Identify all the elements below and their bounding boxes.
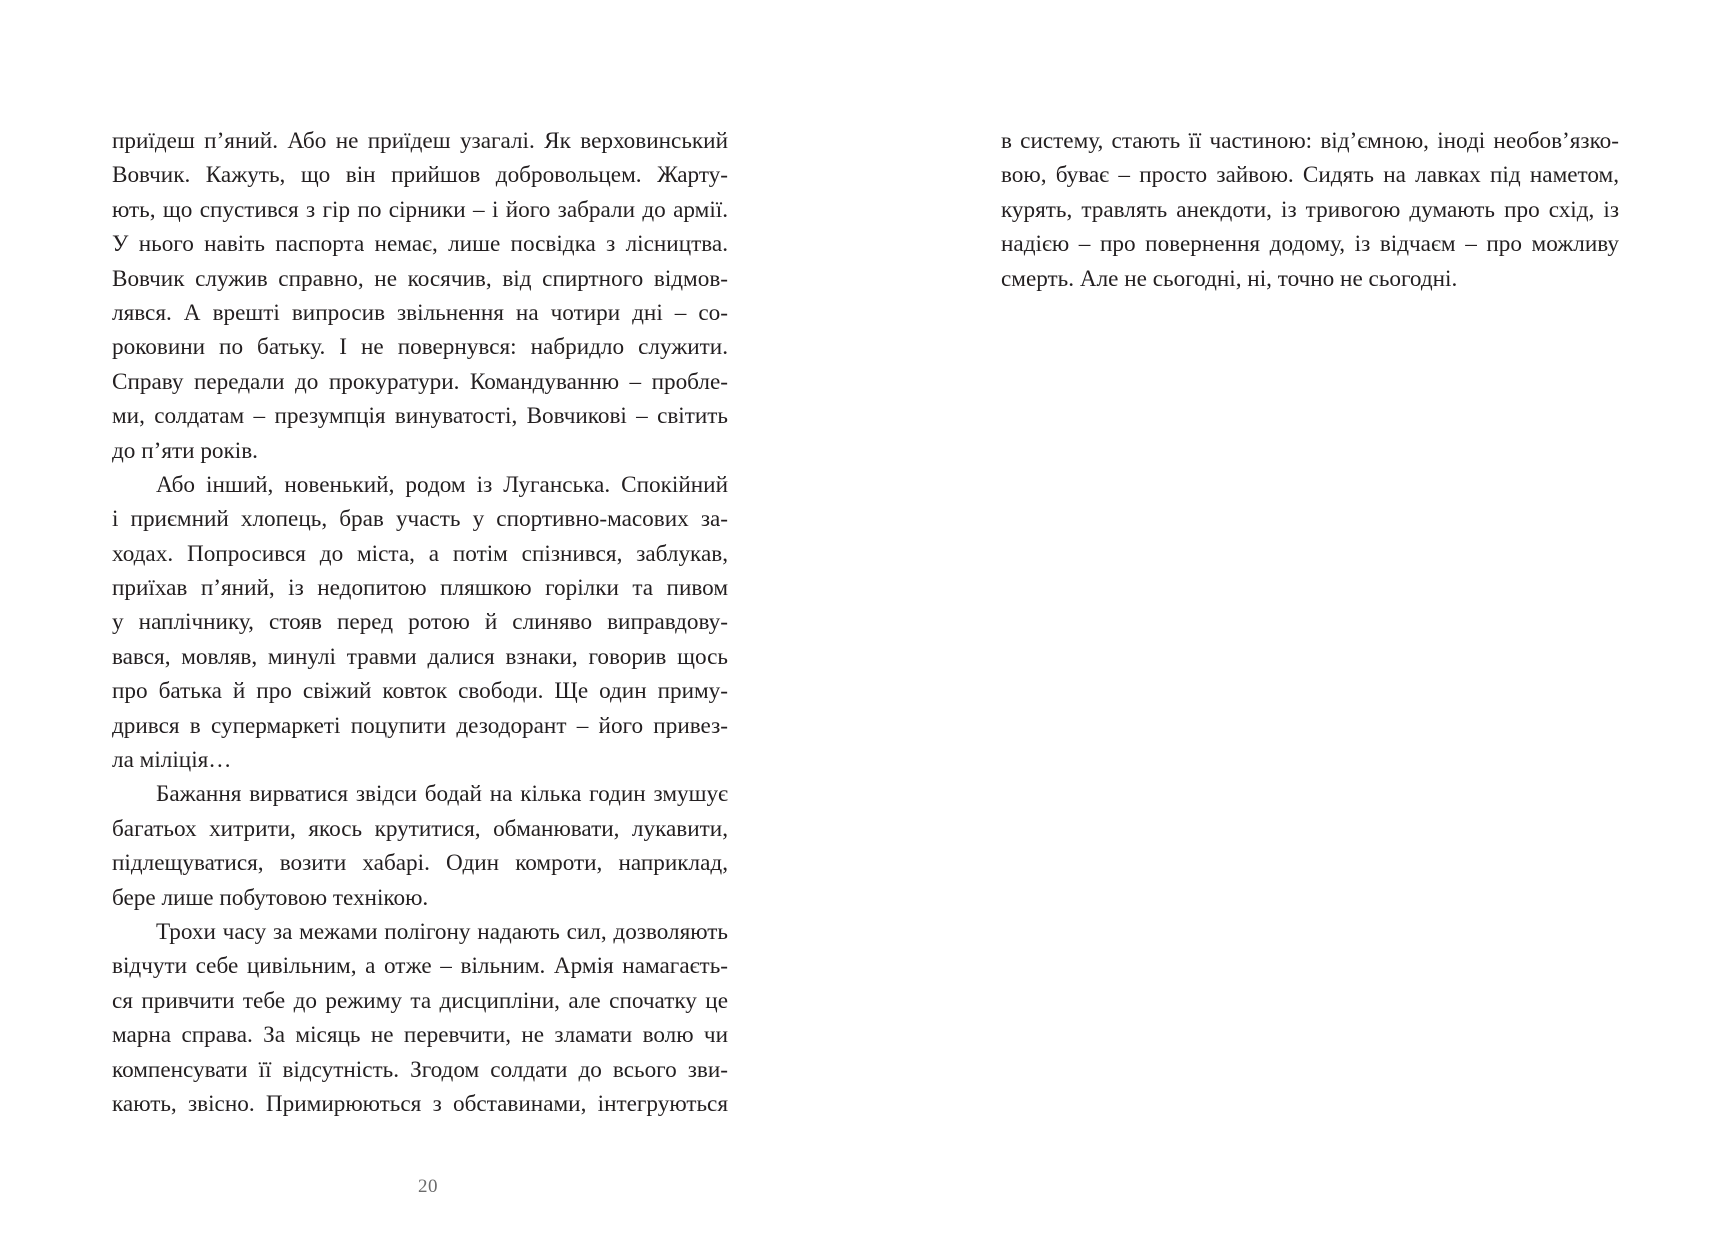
text-line: ми, солдатам – презумпція винуватості, Вовчикові – світить [112, 403, 728, 430]
text-line: лявся. А врешті випросив звільнення на чотири дні – со- [112, 299, 728, 326]
text-line: ходах. Попросився до міста, а потім спізнився, заблукав, [112, 540, 728, 567]
text-line: до п’яти років. [112, 437, 258, 464]
text-line: приїхав п’яний, із недопитою пляшкою горілки та пивом [112, 575, 728, 602]
text-line: Вовчик. Кажуть, що він прийшов добровольцем. Жарту- [112, 162, 728, 189]
paragraph-first-line: Трохи часу за межами полігону надають сил, дозволяють [156, 918, 728, 945]
text-line: курять, травлять анекдоти, із тривогою думають про схід, із [1001, 196, 1619, 223]
right-page [856, 0, 1713, 1258]
text-line: марна справа. За місяць не перевчити, не зламати волю чи [112, 1022, 728, 1049]
text-line: Справу передали до прокуратури. Командуванню – пробле- [112, 368, 728, 395]
text-line: ся привчити тебе до режиму та дисципліни, але спочатку це [112, 987, 728, 1014]
text-line: У нього навіть паспорта немає, лише посвідка з лісництва. [112, 231, 728, 258]
text-line: ють, що спустився з гір по сірники – і його забрали до армії. [112, 196, 728, 223]
text-line: відчути себе цивільним, а отже – вільним. Армія намагаєть- [112, 953, 728, 980]
text-line: приїдеш п’яний. Або не приїдеш узагалі. Як верховинський [112, 128, 728, 154]
left-page-text [112, 124, 728, 1121]
text-line: Вовчик служив справно, не косячив, від спиртного відмов- [112, 265, 728, 292]
text-line: дрився в супермаркеті поцупити дезодорант – його привез- [112, 712, 728, 739]
text-line: смерть. Але не сьогодні, ні, точно не сьогодні. [1001, 265, 1458, 292]
text-line: кають, звісно. Примирюються з обставинами, інтегруються [112, 1090, 728, 1117]
paragraph-first-line: Бажання вирватися звідси бодай на кілька годин змушує [156, 781, 728, 808]
text-line: підлещуватися, возити хабарі. Один комроти, наприклад, [112, 850, 728, 877]
text-line: компенсувати її відсутність. Згодом солдати до всього зви- [112, 1056, 728, 1083]
paragraph-first-line: Або інший, новенький, родом із Луганська. Спокійний [156, 471, 728, 498]
text-line: про батька й про свіжий ковток свободи. Ще один приму- [112, 678, 728, 705]
text-line: вався, мовляв, минулі травми далися взнаки, говорив щось [112, 643, 728, 670]
right-page-text [1001, 124, 1619, 296]
left-page [0, 0, 856, 1258]
text-line: вою, буває – просто зайвою. Сидять на лавках під наметом, [1001, 162, 1619, 189]
text-line: бере лише побутовою технікою. [112, 884, 429, 911]
text-line: багатьох хитрити, якось крутитися, обманювати, лукавити, [112, 815, 728, 842]
text-line: ла міліція… [112, 747, 232, 774]
text-line: і приємний хлопець, брав участь у спортивно-масових за- [112, 506, 728, 533]
text-line: надією – про повернення додому, із відчаєм – про можливу [1001, 231, 1619, 258]
page-number: 20 [418, 1176, 438, 1197]
text-line: в систему, стають її частиною: від’ємною, іноді необов’язко- [1001, 128, 1619, 154]
text-line: у наплічнику, стояв перед ротою й слиняво виправдову- [112, 609, 728, 636]
text-line: роковини по батьку. І не повернувся: набридло служити. [112, 334, 728, 361]
